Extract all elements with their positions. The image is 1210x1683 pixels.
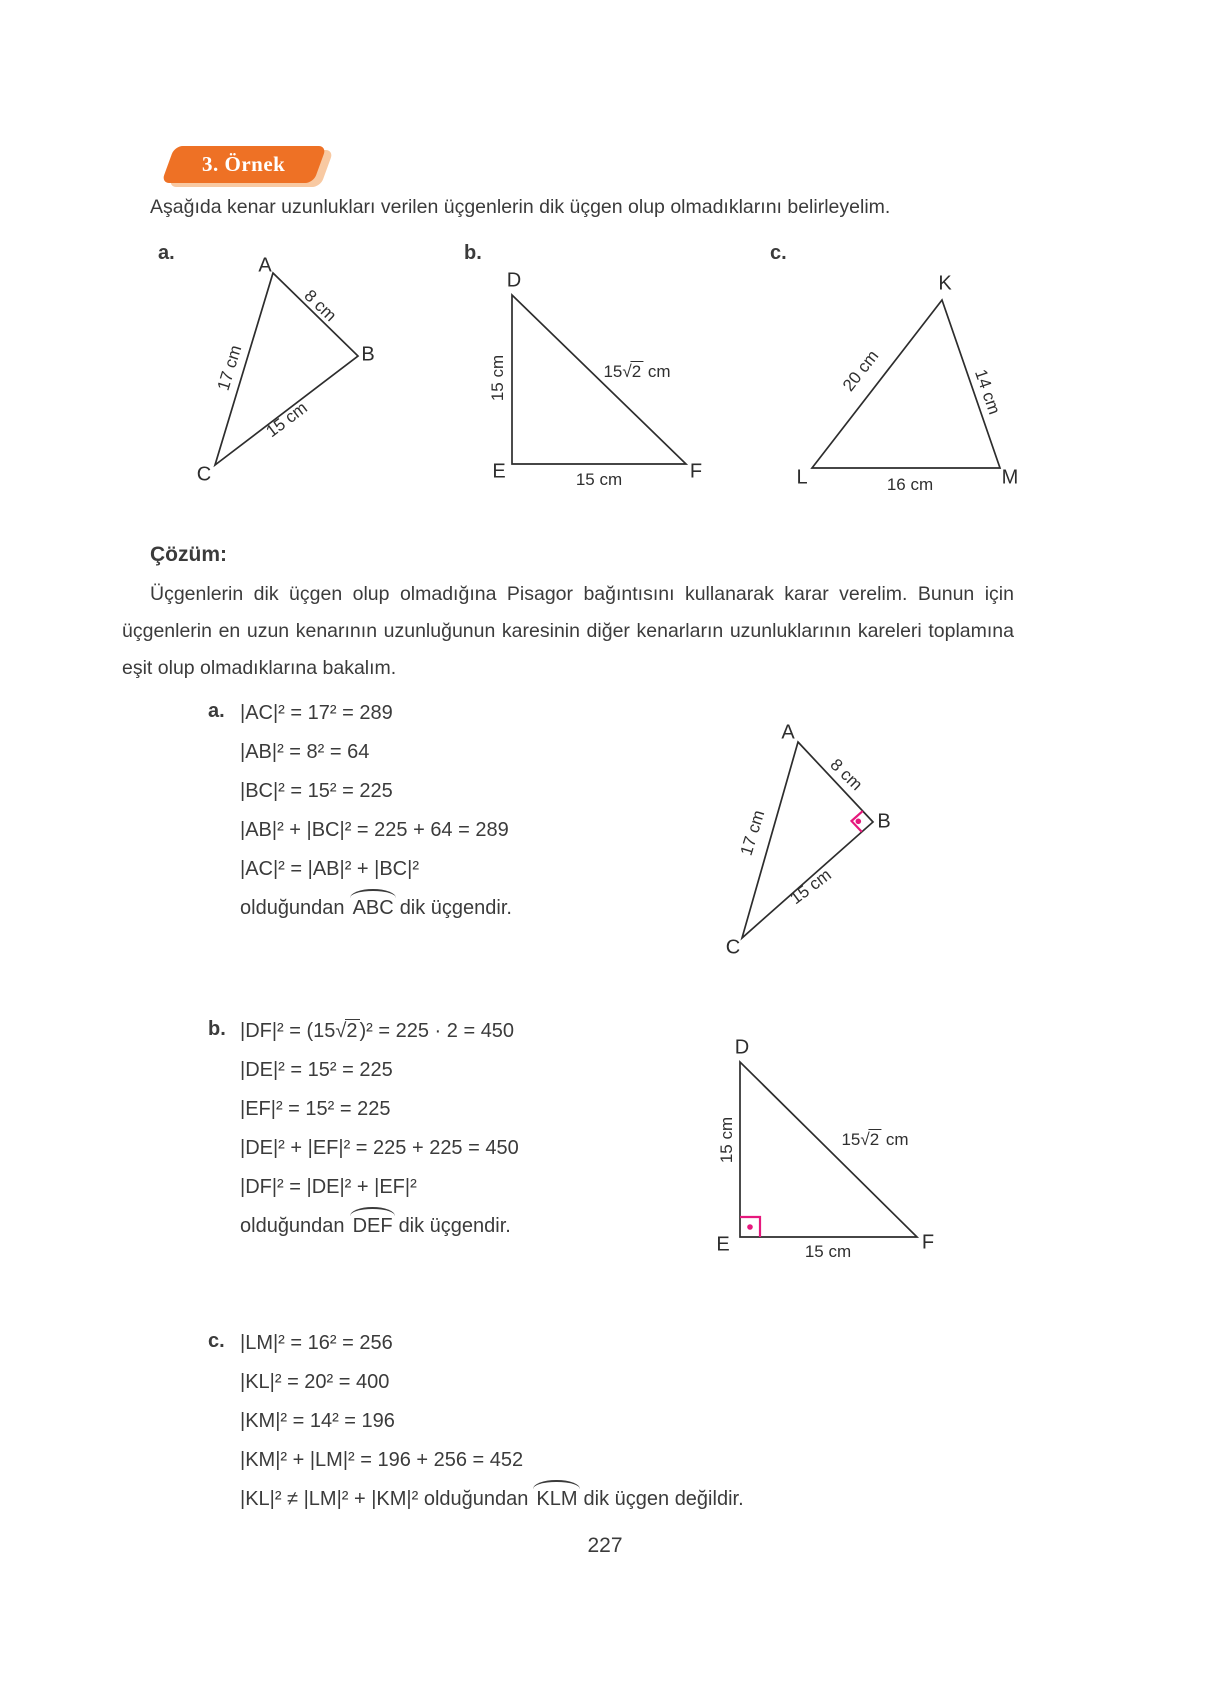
vertex-label-f: F — [689, 460, 703, 483]
side-label-ac: 17 cm — [213, 342, 246, 393]
solution-b-figure — [690, 1030, 970, 1265]
side-label-ef: 15 cm — [575, 470, 623, 489]
right-angle-dot — [856, 819, 862, 825]
solution-paragraph: Üçgenlerin dik üçgen olup olmadığına Pisagor bağıntısını kullanarak karar verelim. Bunun için üçgenlerin en uzun kenarının uzunluğunun karesinin diğer kenarların uzunluklarının kareleri toplamına eşit olup olmadıklarına bakalım. — [122, 583, 1014, 679]
side-label-df: 15√2 cm — [841, 1130, 909, 1149]
solution-a-label: a. — [208, 700, 225, 722]
vertex-label-m: M — [1001, 466, 1019, 489]
triangle-abc-solution-drawing — [690, 690, 950, 970]
side-label-lm: 16 cm — [886, 475, 934, 494]
equation-line: |DF|² = |DE|² + |EF|² — [240, 1176, 417, 1198]
example-intro: Aşağıda kenar uzunlukları verilen üçgenlerin dik üçgen olup olmadıklarını belirleyelim. — [150, 196, 891, 218]
side-label-ab: 8 cm — [300, 286, 341, 326]
example-badge — [168, 146, 320, 183]
vertex-label-c: C — [196, 463, 212, 486]
equation-line: |DE|² = 15² = 225 — [240, 1059, 393, 1081]
figure-b — [465, 248, 730, 498]
side-label-ac: 17 cm — [736, 807, 769, 858]
figure-c — [740, 248, 1030, 503]
side-label-ef: 15 cm — [804, 1242, 852, 1261]
vertex-label-f: F — [921, 1231, 935, 1254]
solution-b-label: b. — [208, 1018, 226, 1040]
solution-c — [208, 1330, 750, 1525]
equation-line: |AC|² = 17² = 289 — [240, 702, 393, 724]
page-number: 227 — [587, 1534, 623, 1557]
side-label-df: 15√2 cm — [603, 362, 671, 381]
equation-line: |AB|² = 8² = 64 — [240, 741, 370, 763]
solution-heading: Çözüm: — [150, 543, 227, 566]
equation-line: |AC|² = |AB|² + |BC|² — [240, 858, 419, 880]
equation-line: |BC|² = 15² = 225 — [240, 780, 393, 802]
solution-a — [208, 700, 518, 934]
equation-line: |DF|² = (15√2 )² = 225 · 2 = 450 — [240, 1020, 515, 1042]
side-label-de: 15 cm — [717, 1116, 736, 1164]
vertex-label-d: D — [734, 1036, 750, 1059]
solution-a-figure — [690, 690, 950, 970]
solution-b — [208, 1018, 519, 1252]
figure-a — [190, 250, 410, 490]
side-label-ab: 8 cm — [826, 755, 867, 795]
figure-b-label: b. — [464, 242, 482, 264]
side-label-cb: 15 cm — [786, 865, 835, 909]
figure-c-label: c. — [770, 242, 787, 264]
triangle-name-hat: KLM — [536, 1488, 578, 1510]
vertex-label-b: B — [877, 810, 891, 833]
equation-line: |LM|² = 16² = 256 — [240, 1332, 393, 1354]
side-label-km: 14 cm — [970, 366, 1004, 417]
vertex-label-e: E — [492, 460, 506, 483]
conclusion-line-a: olduğundan ABC dik üçgendir. — [240, 897, 512, 919]
conclusion-line-c: |KL|² ≠ |LM|² + |KM|² olduğundan KLM dik üçgen değildir. — [240, 1488, 744, 1510]
vertex-label-k: K — [938, 272, 952, 295]
triangle-name-hat: ABC — [352, 897, 394, 919]
conclusion-line-b: olduğundan DEF dik üçgendir. — [240, 1215, 511, 1237]
vertex-label-c: C — [725, 936, 741, 959]
equation-line: |KL|² = 20² = 400 — [240, 1371, 390, 1393]
equation-line: |KM|² + |LM|² = 196 + 256 = 452 — [240, 1449, 524, 1471]
badge-label: 3. Örnek — [202, 152, 286, 176]
triangle-name-hat: DEF — [352, 1215, 393, 1237]
vertex-label-l: L — [796, 466, 808, 489]
right-angle-dot — [747, 1224, 753, 1230]
equation-line: |KM|² = 14² = 196 — [240, 1410, 395, 1432]
vertex-label-e: E — [716, 1233, 730, 1256]
vertex-label-a: A — [258, 254, 272, 277]
figure-a-label: a. — [158, 242, 175, 264]
vertex-label-a: A — [781, 721, 795, 744]
solution-c-label: c. — [208, 1330, 225, 1352]
badge — [161, 146, 326, 183]
equation-line: |DE|² + |EF|² = 225 + 225 = 450 — [240, 1137, 519, 1159]
side-label-de: 15 cm — [488, 354, 507, 402]
vertex-label-d: D — [506, 269, 522, 292]
side-label-kl: 20 cm — [838, 346, 883, 395]
equation-line: |AB|² + |BC|² = 225 + 64 = 289 — [240, 819, 509, 841]
vertex-label-b: B — [361, 343, 375, 366]
equation-line: |EF|² = 15² = 225 — [240, 1098, 391, 1120]
side-label-cb: 15 cm — [262, 398, 311, 442]
